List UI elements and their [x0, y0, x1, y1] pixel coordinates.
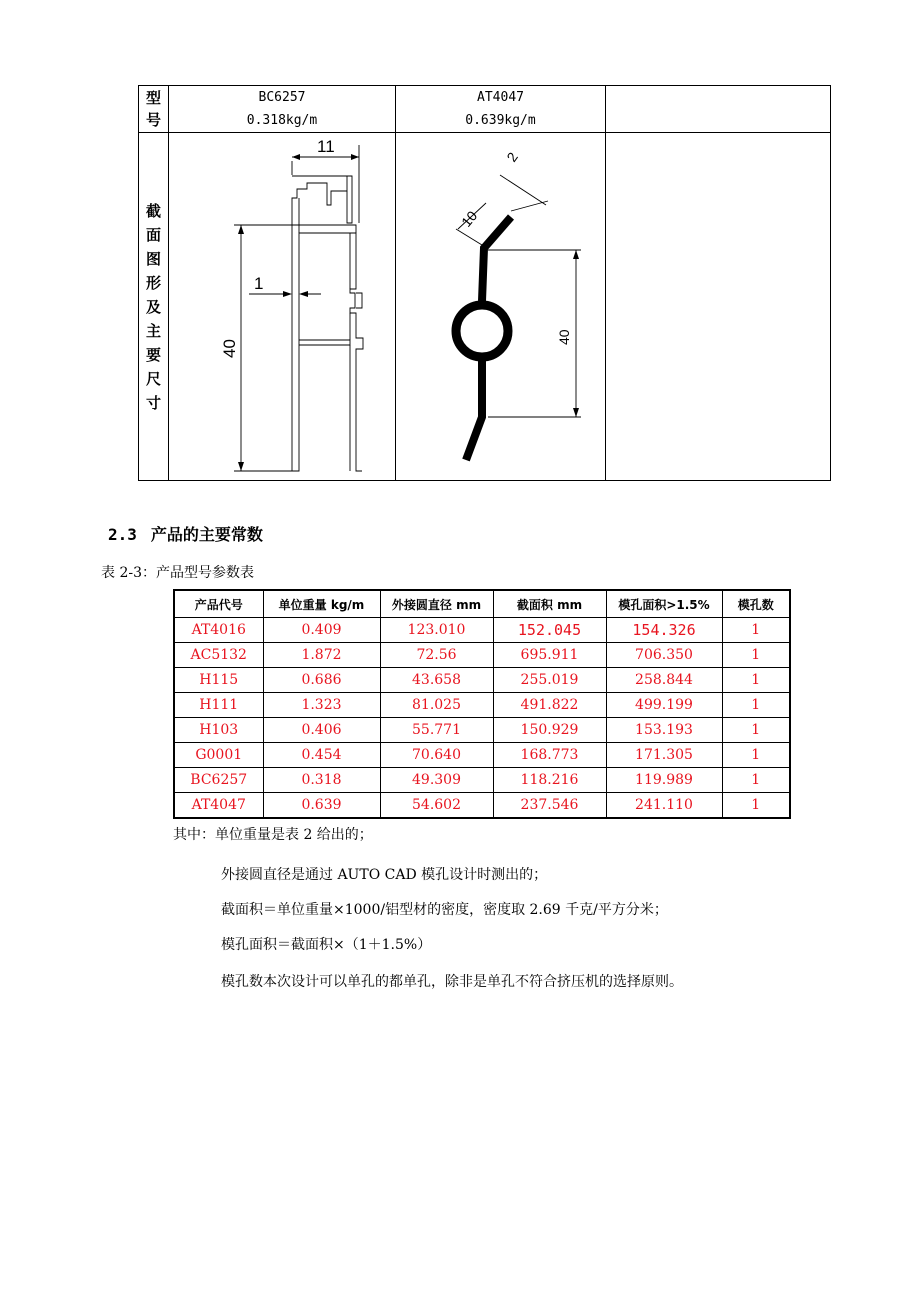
- profile-header-row: [139, 86, 831, 133]
- label-section-char: 面: [145, 225, 161, 244]
- table-cell: 1: [722, 618, 790, 643]
- table-cell: 0.406: [263, 718, 380, 743]
- table-cell: 255.019: [493, 668, 606, 693]
- table-cell: 1: [722, 643, 790, 668]
- table-row: [174, 668, 790, 693]
- table-cell: AT4016: [174, 618, 263, 643]
- empty-cell: [606, 133, 831, 481]
- table-row: [174, 618, 790, 643]
- table-cell: 154.326: [606, 618, 722, 643]
- table-cell: 72.56: [380, 643, 493, 668]
- label-section-char: 形: [145, 273, 161, 292]
- label-model-cell: [139, 86, 169, 133]
- section-title: 产品的主要常数: [150, 525, 263, 544]
- table-cell: H103: [174, 718, 263, 743]
- table-cell: 1.323: [263, 693, 380, 718]
- table-cell: 1: [722, 668, 790, 693]
- bc6257-dim-height: 40: [220, 339, 239, 358]
- table-cell: 1: [722, 768, 790, 793]
- label-section-char: 主: [145, 321, 161, 340]
- table-cell: 1: [722, 793, 790, 819]
- header-cell: 单位重量 kg/m: [263, 590, 380, 618]
- table-row: [174, 743, 790, 768]
- note-line-3: 模孔面积＝截面积×（1＋1.5%）: [221, 937, 432, 953]
- table-cell: 123.010: [380, 618, 493, 643]
- profile-table: [138, 85, 831, 481]
- label-model-char: 型: [145, 89, 161, 107]
- bc6257-section-drawing: [169, 133, 395, 480]
- label-section-char: 截: [145, 201, 161, 220]
- empty-cell: [606, 86, 831, 133]
- label-section-char: 要: [145, 345, 161, 364]
- table-cell: 0.409: [263, 618, 380, 643]
- table-cell: BC6257: [174, 768, 263, 793]
- table-cell: 706.350: [606, 643, 722, 668]
- header-cell: 外接圆直径 mm: [380, 590, 493, 618]
- table-cell: 49.309: [380, 768, 493, 793]
- table-cell: H111: [174, 693, 263, 718]
- label-section-char: 及: [145, 297, 161, 316]
- label-section-char: 寸: [145, 393, 161, 412]
- profile-model-cell-2: [396, 86, 606, 133]
- table-cell: 55.771: [380, 718, 493, 743]
- bc6257-dim-wall: 1: [254, 274, 264, 293]
- label-model-char: 号: [145, 111, 161, 129]
- section-heading: [108, 522, 263, 545]
- table-cell: 0.686: [263, 668, 380, 693]
- at4047-dim-thickness: 2: [503, 149, 521, 165]
- header-cell: 模孔面积>1.5%: [606, 590, 722, 618]
- at4047-dim-arm: 10: [458, 207, 481, 230]
- table-row: [174, 768, 790, 793]
- table-cell: 81.025: [380, 693, 493, 718]
- bc6257-dim-width: 11: [317, 137, 335, 156]
- table-cell: 0.454: [263, 743, 380, 768]
- table-cell: 0.639: [263, 793, 380, 819]
- table-row: [174, 793, 790, 819]
- note-line-1: 外接圆直径是通过 AUTO CAD 模孔设计时测出的；: [221, 867, 548, 883]
- table-cell: AC5132: [174, 643, 263, 668]
- profile-model-weight: 0.318kg/m: [246, 113, 318, 128]
- profile-figure-row: [139, 133, 831, 481]
- table-cell: 258.844: [606, 668, 722, 693]
- label-section-char: 尺: [145, 369, 161, 388]
- header-cell: 模孔数: [722, 590, 790, 618]
- table-cell: 499.199: [606, 693, 722, 718]
- table-cell: 1.872: [263, 643, 380, 668]
- param-header-row: [174, 590, 790, 618]
- table-cell: 43.658: [380, 668, 493, 693]
- table-cell: G0001: [174, 743, 263, 768]
- table-cell: 153.193: [606, 718, 722, 743]
- table-row: [174, 718, 790, 743]
- table-cell: 695.911: [493, 643, 606, 668]
- table-cell: 168.773: [493, 743, 606, 768]
- param-table: [173, 589, 791, 819]
- table-cell: 491.822: [493, 693, 606, 718]
- header-cell: 产品代号: [174, 590, 263, 618]
- profile-model-cell-1: [169, 86, 396, 133]
- note-line-2: 截面积＝单位重量×1000/铝型材的密度，密度取 2.69 千克/平方分米；: [221, 902, 668, 918]
- table-cell: 1: [722, 693, 790, 718]
- table-caption: 表 2-3：产品型号参数表: [101, 565, 254, 581]
- header-cell: 截面积 mm: [493, 590, 606, 618]
- table-row: [174, 693, 790, 718]
- table-cell: 54.602: [380, 793, 493, 819]
- table-cell: 1: [722, 743, 790, 768]
- profile-model-weight: 0.639kg/m: [465, 113, 536, 128]
- at4047-section-drawing: [396, 133, 605, 480]
- table-cell: 118.216: [493, 768, 606, 793]
- at4047-figure-cell: [396, 133, 606, 481]
- section-number: 2.3: [108, 525, 137, 544]
- note-line-4: 模孔数本次设计可以单孔的都单孔，除非是单孔不符合挤压机的选择原则。: [221, 974, 683, 990]
- table-cell: 150.929: [493, 718, 606, 743]
- bc6257-figure-cell: [169, 133, 396, 481]
- table-cell: 241.110: [606, 793, 722, 819]
- table-cell: 1: [722, 718, 790, 743]
- label-section-char: 图: [145, 249, 161, 268]
- note-intro: 其中：单位重量是表 2 给出的；: [173, 827, 373, 843]
- table-cell: 171.305: [606, 743, 722, 768]
- table-cell: 152.045: [493, 618, 606, 643]
- profile-model-name: AT4047: [477, 90, 524, 105]
- table-row: [174, 643, 790, 668]
- table-cell: AT4047: [174, 793, 263, 819]
- table-cell: 119.989: [606, 768, 722, 793]
- table-cell: H115: [174, 668, 263, 693]
- at4047-dim-height: 40: [556, 329, 572, 345]
- profile-model-name: BC6257: [258, 90, 306, 105]
- label-section-cell: [139, 133, 169, 481]
- table-cell: 70.640: [380, 743, 493, 768]
- table-cell: 237.546: [493, 793, 606, 819]
- table-cell: 0.318: [263, 768, 380, 793]
